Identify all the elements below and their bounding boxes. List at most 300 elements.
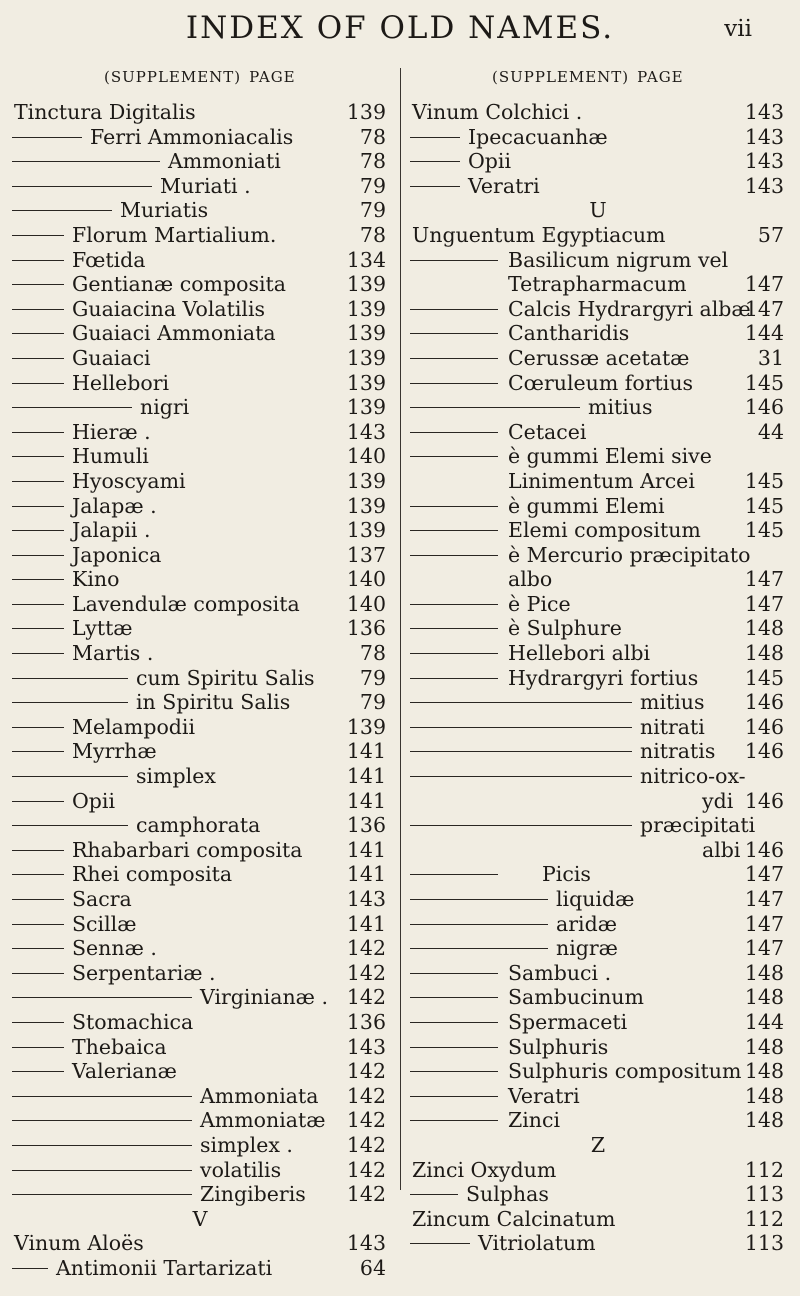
index-entry <box>408 985 788 1010</box>
index-entry <box>408 1207 788 1232</box>
entry-page: 139 <box>346 518 386 543</box>
entry-page: 140 <box>346 444 386 469</box>
entry-name: Valerianæ <box>72 1059 177 1084</box>
section-letter <box>408 198 788 223</box>
entry-name: Ammoniatæ <box>200 1108 326 1133</box>
ditto-dash <box>12 1194 192 1195</box>
entry-name: è Pice <box>508 591 571 616</box>
index-entry <box>408 912 788 937</box>
section-letter <box>10 1207 390 1232</box>
entry-name: Myrrhæ <box>72 739 157 764</box>
ditto-dash <box>410 825 632 826</box>
section-letter-text: Z <box>590 1132 606 1157</box>
index-entry <box>10 616 390 641</box>
entry-page: 143 <box>346 1231 386 1256</box>
ditto-dash <box>12 309 64 310</box>
entry-page: 146 <box>744 395 784 420</box>
entry-name: Guaiacina Volatilis <box>72 296 266 321</box>
ditto-dash <box>12 1120 192 1121</box>
entry-page: 143 <box>744 149 784 174</box>
entry-page: 57 <box>757 222 784 247</box>
entry-name: Spermaceti <box>508 1009 628 1034</box>
index-entry <box>408 1059 788 1084</box>
index-entry <box>10 420 390 445</box>
index-entry <box>10 666 390 691</box>
entry-page: 134 <box>346 247 386 272</box>
ditto-dash <box>12 333 64 334</box>
entry-page: 79 <box>359 665 386 690</box>
entry-name: simplex . <box>200 1132 293 1157</box>
page-header <box>0 0 800 60</box>
entry-page: 143 <box>346 419 386 444</box>
index-entry <box>10 1133 390 1158</box>
index-entry <box>10 1084 390 1109</box>
entry-name: Humuli <box>72 444 149 469</box>
entry-page: 140 <box>346 591 386 616</box>
entry-name: Hellebori albi <box>508 641 651 666</box>
index-entry <box>10 1035 390 1060</box>
entry-name: Sulphas <box>466 1182 549 1207</box>
entry-name: Serpentariæ . <box>72 960 216 985</box>
entry-page: 142 <box>346 960 386 985</box>
ditto-dash <box>410 1022 498 1023</box>
entry-name: Tetrapharmacum <box>508 272 687 297</box>
index-entry <box>408 1182 788 1207</box>
entry-name: Thebaica <box>72 1034 167 1059</box>
entry-page: 113 <box>744 1182 784 1207</box>
ditto-dash <box>12 1268 48 1269</box>
entry-page: 148 <box>744 1059 784 1084</box>
entry-name: Sulphuris <box>508 1034 609 1059</box>
entry-name: Zingiberis <box>200 1182 306 1207</box>
entry-page: 139 <box>346 100 386 124</box>
index-entry <box>10 813 390 838</box>
index-entry <box>408 420 788 445</box>
entry-name: mitius <box>640 690 705 715</box>
entry-name: albo <box>508 567 553 592</box>
entry-name: Ammoniata <box>200 1083 319 1108</box>
ditto-dash <box>410 555 498 556</box>
ditto-dash <box>410 1243 470 1244</box>
page-title: INDEX OF OLD NAMES. <box>185 10 615 46</box>
ditto-dash <box>410 948 548 949</box>
index-entry <box>408 813 788 838</box>
ditto-dash <box>12 186 152 187</box>
entry-page: 112 <box>744 1206 784 1231</box>
entry-page: 139 <box>346 345 386 370</box>
entry-page: 143 <box>346 1034 386 1059</box>
entry-page: 146 <box>744 690 784 715</box>
entry-page: 148 <box>744 960 784 985</box>
ditto-dash <box>410 997 498 998</box>
index-entry <box>408 444 788 469</box>
ditto-dash <box>410 653 498 654</box>
ditto-dash <box>410 899 548 900</box>
entry-name: Cantharidis <box>508 321 630 346</box>
index-entry <box>408 567 788 592</box>
ditto-dash <box>12 432 64 433</box>
entry-page: 147 <box>744 272 784 297</box>
index-entry <box>10 444 390 469</box>
entry-name: Vinum Aloës <box>14 1231 144 1256</box>
index-entry <box>10 592 390 617</box>
entry-name: præcipitati <box>640 813 756 838</box>
ditto-dash <box>12 899 64 900</box>
entry-name: Opii <box>468 149 512 174</box>
index-entry <box>408 494 788 519</box>
ditto-dash <box>410 874 498 875</box>
index-entry <box>408 789 788 814</box>
entry-page: 142 <box>346 936 386 961</box>
entry-page: 136 <box>346 616 386 641</box>
entry-name: Lavendulæ composita <box>72 591 300 616</box>
entry-page: 146 <box>744 714 784 739</box>
entry-name: volatilis <box>200 1157 282 1182</box>
ditto-dash <box>410 702 632 703</box>
ditto-dash <box>410 1096 498 1097</box>
ditto-dash <box>12 530 64 531</box>
index-entry <box>10 690 390 715</box>
ditto-dash <box>12 1145 192 1146</box>
ditto-dash <box>410 137 460 138</box>
ditto-dash <box>410 973 498 974</box>
left-column-heading <box>104 68 296 86</box>
index-entry <box>10 198 390 223</box>
entry-page: 147 <box>744 862 784 887</box>
entry-name: Melampodii <box>72 714 196 739</box>
index-entry <box>10 272 390 297</box>
index-entry <box>408 592 788 617</box>
index-entry <box>10 346 390 371</box>
ditto-dash <box>410 333 498 334</box>
ditto-dash <box>410 358 498 359</box>
entry-name: Florum Martialium. <box>72 222 277 247</box>
index-entry <box>408 1231 788 1256</box>
entry-page: 146 <box>744 837 784 862</box>
ditto-dash <box>12 973 64 974</box>
entry-page: 79 <box>359 690 386 715</box>
entry-name: Basilicum nigrum vel <box>508 247 729 272</box>
entry-name: Guaiaci Ammoniata <box>72 321 276 346</box>
index-entry <box>408 961 788 986</box>
ditto-dash <box>410 186 460 187</box>
index-entry <box>10 248 390 273</box>
entry-page: 144 <box>744 321 784 346</box>
entry-name: albi <box>702 837 741 862</box>
entry-name: Jalapii . <box>72 518 151 543</box>
ditto-dash <box>12 628 64 629</box>
index-entry <box>10 764 390 789</box>
index-entry <box>408 297 788 322</box>
index-entry <box>10 174 390 199</box>
entry-name: Zinci Oxydum <box>412 1157 557 1182</box>
entry-name: Veratri <box>508 1083 580 1108</box>
entry-page: 143 <box>346 887 386 911</box>
entry-name: nitrico-ox- <box>640 764 746 789</box>
entry-name: Ammoniati <box>168 149 281 174</box>
entry-name: Jalapæ . <box>72 493 157 518</box>
ditto-dash <box>12 235 64 236</box>
ditto-dash <box>12 210 112 211</box>
index-entry <box>408 1084 788 1109</box>
ditto-dash <box>12 874 64 875</box>
ditto-dash <box>12 260 64 261</box>
index-entry <box>10 985 390 1010</box>
entry-page: 144 <box>744 1009 784 1034</box>
entry-name: Sulphuris compositum <box>508 1059 742 1084</box>
entry-name: Hyoscyami <box>72 468 186 493</box>
entry-page: 145 <box>744 468 784 493</box>
entry-page: 142 <box>346 1182 386 1207</box>
ditto-dash <box>410 432 498 433</box>
ditto-dash <box>12 456 64 457</box>
entry-name: camphorata <box>136 813 261 838</box>
index-entry <box>408 862 788 887</box>
index-entry <box>10 1108 390 1133</box>
entry-page: 113 <box>744 1231 784 1256</box>
entry-name: è Mercurio præcipitato <box>508 542 751 567</box>
entry-page: 31 <box>757 345 784 370</box>
index-entry <box>10 494 390 519</box>
index-entry <box>408 371 788 396</box>
entry-name: simplex <box>136 764 216 789</box>
index-entry <box>408 100 788 125</box>
entry-name: cum Spiritu Salis <box>136 665 315 690</box>
index-entry <box>408 715 788 740</box>
ditto-dash <box>410 1071 498 1072</box>
entry-page: 141 <box>346 788 386 813</box>
ditto-dash <box>410 530 498 531</box>
entry-page: 142 <box>346 1132 386 1157</box>
entry-name: Ferri Ammoniacalis <box>90 124 294 149</box>
ditto-dash <box>12 383 64 384</box>
entry-page: 79 <box>359 198 386 223</box>
ditto-dash <box>410 506 498 507</box>
entry-name: Tinctura Digitalis <box>14 100 196 124</box>
entry-page: 112 <box>744 1157 784 1182</box>
entry-page: 139 <box>346 395 386 420</box>
index-entry <box>10 789 390 814</box>
entry-page: 141 <box>346 739 386 764</box>
ditto-dash <box>410 260 498 261</box>
entry-name: Veratri <box>468 173 540 198</box>
entry-page: 44 <box>757 419 784 444</box>
entry-page: 147 <box>744 296 784 321</box>
index-entry <box>10 1182 390 1207</box>
ditto-dash <box>410 751 632 752</box>
index-entry <box>408 469 788 494</box>
entry-name: Martis . <box>72 641 154 666</box>
entry-name: Scillæ <box>72 911 137 936</box>
entry-page: 142 <box>346 1083 386 1108</box>
entry-name: Japonica <box>72 542 162 567</box>
ditto-dash <box>12 727 64 728</box>
entry-page: 148 <box>744 1083 784 1108</box>
ditto-dash <box>12 924 64 925</box>
ditto-dash <box>12 1047 64 1048</box>
ditto-dash <box>12 506 64 507</box>
entry-name: Fœtida <box>72 247 146 272</box>
right-index-column <box>408 100 788 1256</box>
ditto-dash <box>12 358 64 359</box>
entry-name: Calcis Hydrargyri albæ <box>508 296 751 321</box>
ditto-dash <box>12 801 64 802</box>
entry-name: nigræ <box>556 936 618 961</box>
entry-page: 137 <box>346 542 386 567</box>
ditto-dash <box>12 751 64 752</box>
entry-name: Vitriolatum <box>478 1231 596 1256</box>
ditto-dash <box>410 161 460 162</box>
index-entry <box>10 862 390 887</box>
entry-page: 148 <box>744 641 784 666</box>
ditto-dash <box>12 284 64 285</box>
ditto-dash <box>410 456 498 457</box>
entry-page: 145 <box>744 370 784 395</box>
entry-page: 141 <box>346 837 386 862</box>
entry-page: 148 <box>744 985 784 1010</box>
entry-page: 142 <box>346 1108 386 1133</box>
entry-name: Vinum Colchici . <box>412 100 583 124</box>
index-entry <box>10 912 390 937</box>
entry-page: 139 <box>346 493 386 518</box>
entry-page: 143 <box>744 173 784 198</box>
entry-name: ydi <box>702 788 734 813</box>
entry-name: Sambucinum <box>508 985 644 1010</box>
entry-page: 143 <box>744 100 784 124</box>
entry-name: Sacra <box>72 887 132 911</box>
index-entry <box>10 1256 390 1281</box>
index-entry <box>10 543 390 568</box>
entry-page: 147 <box>744 936 784 961</box>
ditto-dash <box>12 1096 192 1097</box>
index-entry <box>10 1231 390 1256</box>
index-entry <box>408 764 788 789</box>
entry-page: 79 <box>359 173 386 198</box>
entry-page: 145 <box>744 493 784 518</box>
index-entry <box>10 1059 390 1084</box>
entry-name: Unguentum Egyptiacum <box>412 222 666 247</box>
entry-name: Linimentum Arcei <box>508 468 695 493</box>
entry-name: nigri <box>140 395 190 420</box>
entry-page: 143 <box>744 124 784 149</box>
entry-name: aridæ <box>556 911 617 936</box>
index-entry <box>408 641 788 666</box>
ditto-dash <box>410 407 580 408</box>
entry-page: 139 <box>346 321 386 346</box>
ditto-dash <box>410 727 632 728</box>
index-entry <box>408 887 788 912</box>
entry-page: 140 <box>346 567 386 592</box>
entry-name: nitratis <box>640 739 716 764</box>
entry-name: liquidæ <box>556 887 635 911</box>
index-entry <box>408 1010 788 1035</box>
index-entry <box>10 961 390 986</box>
ditto-dash <box>410 309 498 310</box>
entry-page: 139 <box>346 370 386 395</box>
ditto-dash <box>12 653 64 654</box>
entry-name: Opii <box>72 788 116 813</box>
entry-name: Cerussæ acetatæ <box>508 345 690 370</box>
entry-name: Gentianæ composita <box>72 272 286 297</box>
index-entry <box>408 690 788 715</box>
entry-page: 78 <box>359 124 386 149</box>
entry-name: Zincum Calcinatum <box>412 1206 616 1231</box>
ditto-dash <box>12 1022 64 1023</box>
ditto-dash <box>12 161 160 162</box>
index-entry <box>408 395 788 420</box>
entry-page: 148 <box>744 616 784 641</box>
entry-page: 78 <box>359 149 386 174</box>
index-entry <box>10 838 390 863</box>
section-letter <box>408 1133 788 1158</box>
section-letter-text: U <box>589 198 607 223</box>
ditto-dash <box>12 137 82 138</box>
entry-page: 142 <box>346 1157 386 1182</box>
entry-name: Sennæ . <box>72 936 157 961</box>
index-entry <box>408 346 788 371</box>
index-entry <box>408 518 788 543</box>
ditto-dash <box>12 776 128 777</box>
ditto-dash <box>410 1120 498 1121</box>
entry-name: Sambuci . <box>508 960 612 985</box>
index-entry <box>10 469 390 494</box>
index-entry <box>10 715 390 740</box>
ditto-dash <box>12 825 128 826</box>
entry-page: 147 <box>744 911 784 936</box>
entry-page: 136 <box>346 1009 386 1034</box>
entry-name: Rhabarbari composita <box>72 837 303 862</box>
entry-page: 146 <box>744 788 784 813</box>
entry-page: 148 <box>744 1034 784 1059</box>
entry-name: Lyttæ <box>72 616 133 641</box>
column-divider <box>400 68 401 1190</box>
entry-name: Ipecacuanhæ <box>468 124 608 149</box>
entry-name: Muriati . <box>160 173 251 198</box>
ditto-dash <box>410 776 632 777</box>
index-entry <box>408 149 788 174</box>
index-entry <box>10 223 390 248</box>
entry-name: Cœruleum fortius <box>508 370 694 395</box>
page-number: vii <box>724 16 752 42</box>
index-entry <box>408 838 788 863</box>
entry-page: 145 <box>744 665 784 690</box>
entry-name: Muriatis <box>120 198 209 223</box>
entry-page: 141 <box>346 911 386 936</box>
ditto-dash <box>12 997 192 998</box>
ditto-dash <box>410 1194 458 1195</box>
ditto-dash <box>410 628 498 629</box>
ditto-dash <box>12 1170 192 1171</box>
index-entry <box>408 248 788 273</box>
index-entry <box>408 936 788 961</box>
entry-name: mitius <box>588 395 653 420</box>
index-entry <box>10 1010 390 1035</box>
index-entry <box>408 616 788 641</box>
entry-page: 139 <box>346 272 386 297</box>
index-entry <box>408 223 788 248</box>
entry-name: Kino <box>72 567 120 592</box>
entry-page: 148 <box>744 1108 784 1133</box>
entry-page: 142 <box>346 1059 386 1084</box>
index-entry <box>408 125 788 150</box>
index-entry <box>10 321 390 346</box>
entry-page: 141 <box>346 764 386 789</box>
index-entry <box>10 371 390 396</box>
index-entry <box>408 1108 788 1133</box>
index-entry <box>10 297 390 322</box>
entry-page: 147 <box>744 567 784 592</box>
entry-page: 78 <box>359 641 386 666</box>
